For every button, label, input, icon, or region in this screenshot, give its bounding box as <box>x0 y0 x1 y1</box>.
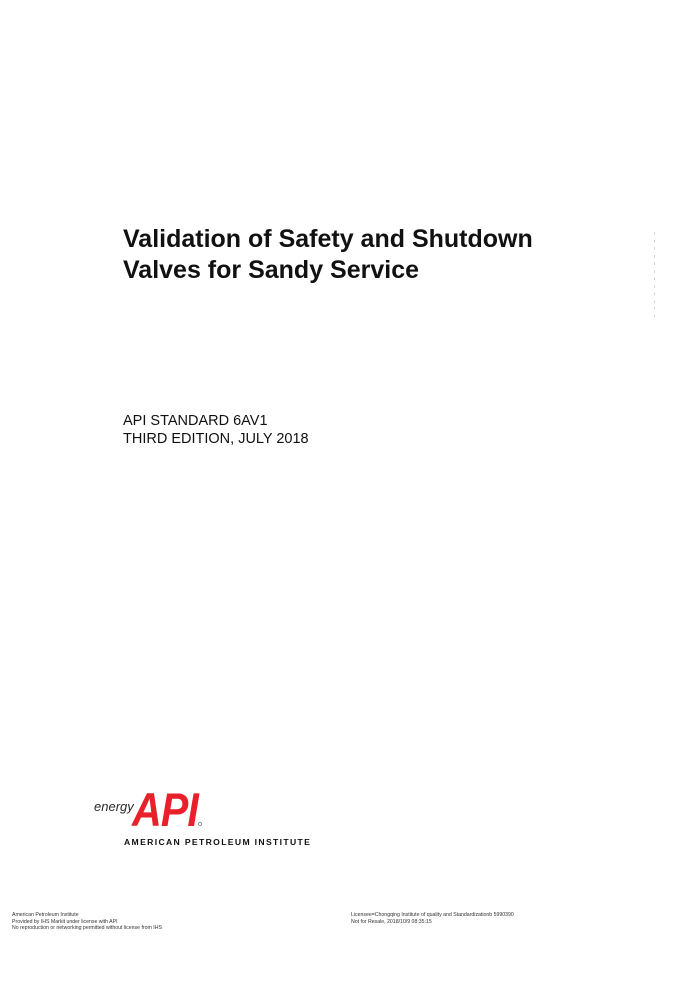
document-title-line-1: Validation of Safety and Shutdown <box>123 225 533 253</box>
footer-right-line-1: Licensee=Chongqing Institute of quality and Standardizationb 5990390 <box>351 912 514 918</box>
api-logo-graphic <box>88 782 328 834</box>
standard-info <box>123 412 309 448</box>
organization-name: AMERICAN PETROLEUM INSTITUTE <box>124 837 312 847</box>
standard-edition: THIRD EDITION, JULY 2018 <box>123 431 309 447</box>
footer-left-line-2: Provided by IHS Markit under license with API <box>12 918 118 925</box>
page-edge-marks <box>654 232 657 318</box>
footer-left-line-3: No reproduction or networking permitted without license from IHS <box>12 925 162 932</box>
logo-tagline: energy <box>94 799 134 814</box>
document-title-line-2: Valves for Sandy Service <box>123 256 420 284</box>
footer-licensee-info <box>351 912 514 925</box>
footer-right-line-2: Not for Resale, 2018/10/9 08:35:15 <box>351 918 432 925</box>
footer-left-line-1: American Petroleum Institute <box>12 912 79 918</box>
logo-mark: API <box>131 783 200 834</box>
standard-designation: API STANDARD 6AV1 <box>123 413 268 429</box>
document-title <box>123 224 533 286</box>
registered-mark-icon <box>198 822 201 825</box>
footer-license-info <box>12 912 162 932</box>
